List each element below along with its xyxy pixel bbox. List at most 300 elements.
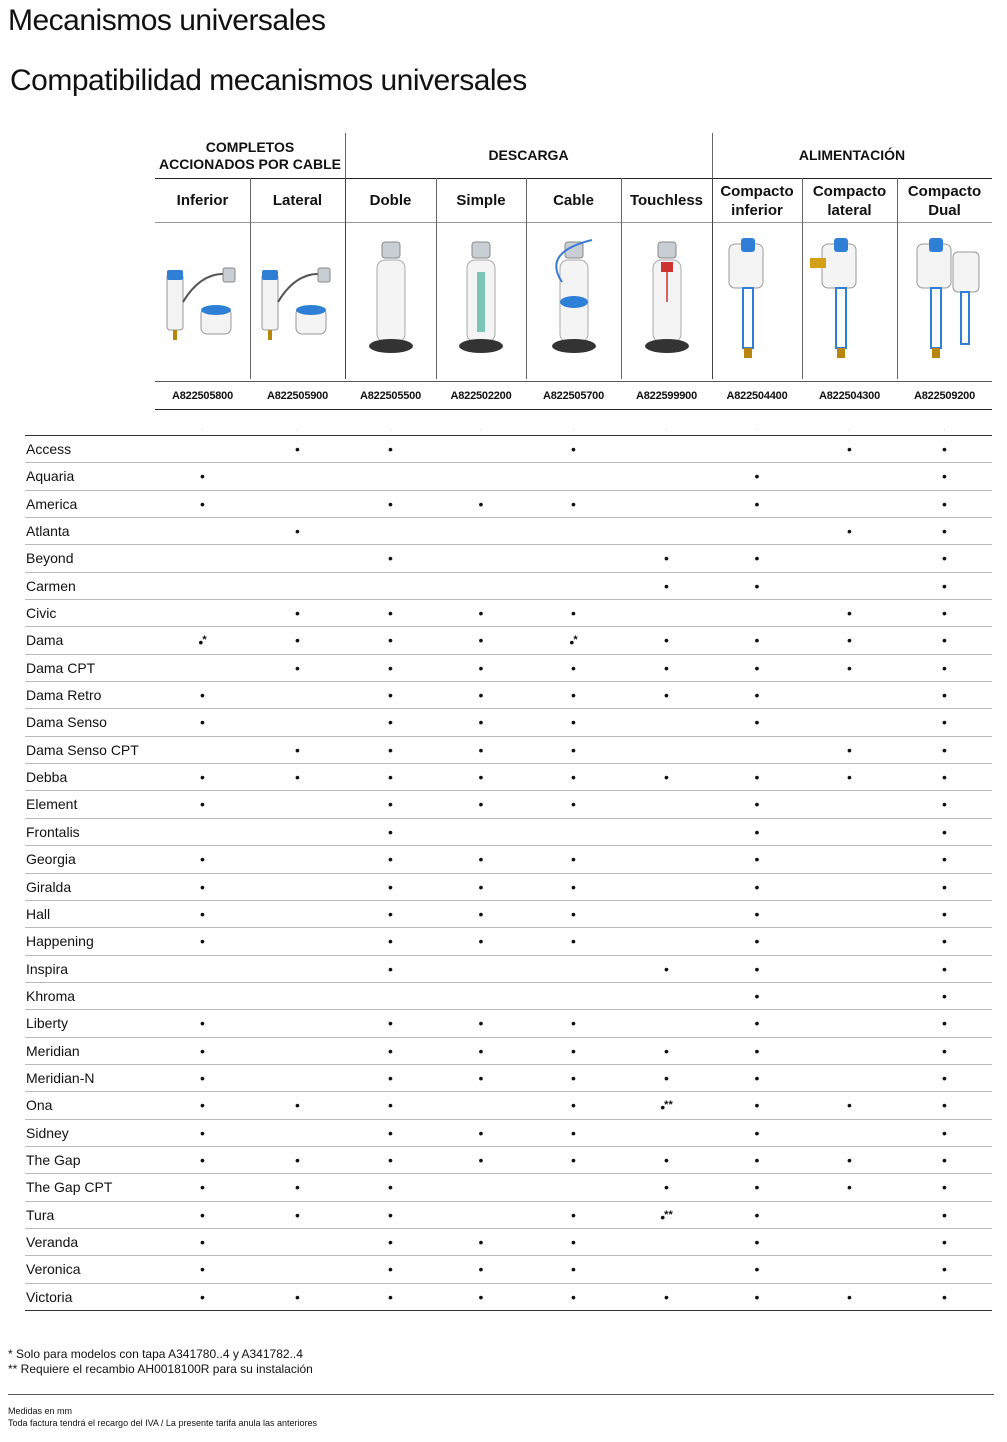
column-divider	[526, 178, 527, 379]
compatibility-dot: •	[388, 1261, 393, 1278]
compatibility-dot: •	[388, 441, 393, 457]
product-code: A822504400	[726, 389, 788, 402]
compatibility-dot: •	[571, 878, 576, 895]
compatibility-dot: •	[478, 769, 484, 786]
compatibility-dot: •	[478, 878, 484, 895]
group-divider-lower	[712, 178, 713, 379]
row-model-name: Inspira	[26, 960, 69, 977]
row-model-name: Atlanta	[26, 523, 70, 540]
compatibility-dot: •	[200, 1179, 205, 1196]
group-header-0: COMPLETOS ACCIONADOS POR CABLE	[158, 138, 341, 172]
compatibility-dot: •	[754, 1097, 760, 1114]
compatibility-dot: •	[388, 659, 393, 676]
compatibility-dot: •	[754, 687, 760, 704]
compatibility-dot: •	[754, 905, 760, 922]
table-row	[25, 1229, 992, 1256]
row-model-name: Beyond	[26, 550, 74, 567]
compact-lateral-fill-valve-image	[802, 223, 897, 381]
compatibility-dot: •**	[660, 1208, 673, 1225]
product-code-row	[155, 382, 992, 410]
compatibility-dot: •	[942, 741, 947, 758]
tick-mark: ·	[389, 427, 392, 433]
compatibility-dot: •	[942, 468, 947, 485]
compatibility-dot: •	[200, 1124, 205, 1141]
table-row	[25, 791, 992, 818]
compatibility-dot: •	[388, 741, 393, 758]
compatibility-dot: •	[478, 1151, 484, 1168]
compatibility-dot: •	[200, 1097, 205, 1114]
compatibility-dot: •	[388, 1179, 393, 1196]
touchless-flush-valve-image	[621, 223, 712, 381]
row-model-name: Meridian	[26, 1042, 80, 1059]
compatibility-dot: •	[664, 1179, 669, 1196]
compatibility-dot: •	[664, 1288, 669, 1305]
table-row	[25, 901, 992, 928]
group-divider	[345, 133, 346, 178]
tick-mark: ·	[665, 427, 668, 433]
compatibility-dot: •	[478, 1069, 484, 1086]
compatibility-dot: •	[571, 1124, 576, 1141]
compatibility-dot: •	[847, 769, 852, 786]
compatibility-dot: •	[754, 796, 760, 813]
tick-mark: ·	[943, 427, 946, 433]
compatibility-dot: •	[388, 1151, 393, 1168]
compatibility-dot: •	[295, 441, 300, 457]
compatibility-dot: •	[754, 769, 760, 786]
tick-mark: ·	[848, 427, 851, 433]
compatibility-dot: •	[200, 1233, 205, 1250]
compatibility-dot: •	[942, 659, 947, 676]
row-model-name: Meridian-N	[26, 1069, 95, 1086]
table-row	[25, 983, 992, 1010]
compatibility-dot: •	[388, 1069, 393, 1086]
compatibility-dot: •	[388, 550, 393, 567]
product-code: A822505500	[359, 389, 421, 402]
table-row	[25, 1284, 992, 1311]
compatibility-dot: •	[571, 441, 576, 457]
table-row	[25, 1174, 992, 1201]
footnotes	[8, 1347, 313, 1377]
product-image-row	[155, 223, 992, 382]
compatibility-dot: •	[478, 1124, 484, 1141]
compatibility-dot: •	[942, 769, 947, 786]
compatibility-dot: •	[942, 878, 947, 895]
table-row	[25, 682, 992, 709]
compatibility-dot: •	[571, 933, 576, 950]
compatibility-dot: •	[571, 796, 576, 813]
compatibility-dot: •	[571, 659, 576, 676]
table-row	[25, 627, 992, 654]
table-row	[25, 846, 992, 873]
column-header-doble: Doble	[369, 192, 412, 209]
footnote-double-star: ** Requiere el recambio AH0018100R para su instalación	[8, 1362, 313, 1376]
compatibility-dot: •	[664, 632, 669, 649]
row-model-name: Sidney	[26, 1124, 69, 1141]
compatibility-dot: •	[754, 632, 760, 649]
compatibility-dot: •	[571, 1015, 576, 1032]
compatibility-dot: •	[200, 1069, 205, 1086]
row-model-name: Dama Senso	[26, 714, 107, 731]
compatibility-dot: •	[942, 1206, 947, 1223]
compatibility-dot: •	[942, 495, 947, 512]
compatibility-dot: •	[388, 1042, 393, 1059]
tick-mark: ·	[296, 427, 299, 433]
column-header-inferior: Inferior	[176, 192, 229, 209]
compatibility-dot: •	[295, 523, 300, 540]
footer-tax-note: Toda factura tendrá el recargo del IVA / La presente tarifa anula las anteriores	[8, 1418, 318, 1428]
compatibility-dot: •	[200, 1261, 205, 1278]
table-row	[25, 874, 992, 901]
row-model-name: Dama Senso CPT	[26, 741, 139, 758]
row-model-name: Debba	[26, 769, 68, 786]
row-model-name: Tura	[26, 1206, 55, 1223]
row-model-name: Frontalis	[26, 823, 80, 840]
compatibility-dot: •	[295, 605, 300, 622]
row-model-name: Access	[26, 441, 72, 457]
compatibility-dot: •	[942, 441, 947, 457]
row-model-name: Ona	[26, 1097, 53, 1114]
compatibility-dot: •	[388, 1288, 393, 1305]
compatibility-dot: •	[571, 714, 576, 731]
compatibility-dot: •	[754, 1042, 760, 1059]
compatibility-dot: •	[754, 933, 760, 950]
compatibility-dot: •*	[198, 634, 207, 651]
table-row	[25, 600, 992, 627]
compatibility-dot: •	[388, 851, 393, 868]
row-model-name: The Gap CPT	[26, 1179, 113, 1196]
compatibility-dot: •	[847, 632, 852, 649]
compatibility-dot: •	[295, 659, 300, 676]
compatibility-dot: •	[664, 1069, 669, 1086]
row-model-name: Aquaria	[26, 468, 75, 485]
compatibility-dot: •	[200, 933, 205, 950]
group-header-2: ALIMENTACIÓN	[798, 147, 906, 163]
column-divider	[897, 178, 898, 379]
product-code: A822505700	[542, 389, 604, 402]
compatibility-dot: •	[295, 1151, 300, 1168]
compatibility-dot: •	[571, 1042, 576, 1059]
compatibility-dot: •	[478, 851, 484, 868]
column-divider	[436, 178, 437, 379]
compatibility-dot: •	[942, 1233, 947, 1250]
compatibility-dot: •	[942, 632, 947, 649]
compatibility-dot: •	[295, 1179, 300, 1196]
row-model-name: Giralda	[26, 878, 72, 895]
compatibility-dot: •	[478, 741, 484, 758]
compact-dual-fill-valve-image	[897, 223, 992, 381]
table-row	[25, 1092, 992, 1119]
product-code: A822509200	[913, 389, 975, 402]
compatibility-dot: •	[847, 1179, 852, 1196]
compatibility-dot: •	[847, 605, 852, 622]
compatibility-dot: •**	[660, 1099, 673, 1116]
product-code: A822505900	[266, 389, 328, 402]
table-row	[25, 436, 992, 463]
column-header-compacto-inferior: Compacto inferior	[720, 182, 794, 219]
group-divider-lower	[345, 178, 346, 379]
compatibility-dot: •	[200, 495, 205, 512]
column-header-row	[155, 179, 992, 223]
table-row	[25, 1010, 992, 1037]
compatibility-dot: •	[571, 1097, 576, 1114]
compatibility-dot: •	[664, 1151, 669, 1168]
compatibility-dot: •	[942, 523, 947, 540]
table-row	[25, 545, 992, 572]
compatibility-dot: •	[754, 1206, 760, 1223]
compatibility-dot: •	[847, 659, 852, 676]
compatibility-dot: •	[847, 741, 852, 758]
compatibility-dot: •	[478, 933, 484, 950]
compatibility-dot: •	[388, 878, 393, 895]
compatibility-dot: •	[478, 659, 484, 676]
compatibility-dot: •	[754, 577, 760, 594]
compatibility-dot: •	[200, 878, 205, 895]
product-code: A822505800	[171, 389, 233, 402]
compatibility-dot: •	[388, 605, 393, 622]
column-header-compacto-lateral: Compacto lateral	[812, 182, 887, 219]
compatibility-dot: •	[388, 632, 393, 649]
row-model-name: Happening	[26, 933, 94, 950]
compatibility-dot: •	[571, 1069, 576, 1086]
compatibility-dot: •	[200, 1288, 205, 1305]
compatibility-dot: •	[388, 687, 393, 704]
column-divider	[250, 178, 251, 379]
compatibility-dot: •	[571, 851, 576, 868]
compatibility-dot: •	[200, 687, 205, 704]
row-model-name: Liberty	[26, 1015, 69, 1032]
compatibility-dot: •	[571, 605, 576, 622]
compatibility-dot: •	[847, 1288, 852, 1305]
compatibility-dot: •	[942, 796, 947, 813]
table-row	[25, 1202, 992, 1229]
table-row	[25, 764, 992, 791]
compatibility-dot: •	[200, 1042, 205, 1059]
compatibility-dot: •	[571, 1233, 576, 1250]
compatibility-dot: •	[664, 577, 669, 594]
section-title: Compatibilidad mecanismos universales	[10, 64, 527, 97]
compatibility-dot: •	[295, 632, 300, 649]
compatibility-dot: •	[942, 1097, 947, 1114]
footer-measures-note: Medidas en mm	[8, 1406, 73, 1416]
compatibility-dot: •	[478, 632, 484, 649]
compatibility-dot: •	[754, 987, 760, 1004]
compatibility-dot: •	[754, 1179, 760, 1196]
compatibility-dot: •	[200, 796, 205, 813]
compact-inferior-fill-valve-image	[712, 223, 802, 381]
compatibility-dot: •	[664, 550, 669, 567]
column-header-lateral: Lateral	[272, 192, 323, 209]
product-code: A822502200	[450, 389, 512, 402]
tick-mark: ·	[480, 427, 482, 433]
compatibility-dot: •	[200, 1015, 205, 1032]
compatibility-dot: •	[664, 769, 669, 786]
tick-mark: ·	[756, 427, 758, 433]
compatibility-dot: •	[388, 1124, 393, 1141]
column-header-cable: Cable	[553, 192, 594, 209]
compatibility-dot: •	[942, 960, 947, 977]
compatibility-dot: •	[942, 905, 947, 922]
compatibility-dot: •	[571, 1288, 576, 1305]
table-row	[25, 956, 992, 983]
compatibility-dot: •	[942, 851, 947, 868]
row-model-name: Dama Retro	[26, 687, 102, 704]
column-header-compacto-dual: Compacto Dual	[907, 182, 982, 219]
row-model-name: Dama CPT	[26, 659, 96, 676]
compatibility-dot: •	[200, 905, 205, 922]
compatibility-dot: •	[478, 1015, 484, 1032]
compatibility-dot: •	[388, 1233, 393, 1250]
table-row	[25, 709, 992, 736]
compatibility-dot: •	[478, 1261, 484, 1278]
row-model-name: Carmen	[26, 577, 76, 594]
compatibility-table-header	[155, 133, 992, 410]
dual-flush-valve-image	[345, 223, 436, 381]
compatibility-dot: •	[388, 769, 393, 786]
row-model-name: Dama	[26, 632, 64, 649]
compatibility-dot: •	[754, 659, 760, 676]
compatibility-dot: •	[478, 714, 484, 731]
compatibility-dot: •	[478, 1288, 484, 1305]
compatibility-dot: •	[478, 605, 484, 622]
compatibility-dot: •	[754, 1069, 760, 1086]
complete-cable-lateral-mechanism-image	[250, 223, 345, 381]
compatibility-dot: •	[388, 823, 393, 840]
column-divider	[621, 178, 622, 379]
compatibility-dot: •	[847, 1097, 852, 1114]
footer	[8, 1405, 317, 1429]
compatibility-dot: •	[942, 1179, 947, 1196]
table-row	[25, 491, 992, 518]
row-model-name: Element	[26, 796, 78, 813]
compatibility-dot: •	[754, 495, 760, 512]
compatibility-dot: •	[754, 1015, 760, 1032]
compatibility-dot: •	[942, 823, 947, 840]
compatibility-dot: •	[664, 659, 669, 676]
compatibility-dot: •	[754, 1233, 760, 1250]
table-row	[25, 819, 992, 846]
compatibility-dot: •	[942, 1015, 947, 1032]
table-row	[25, 928, 992, 955]
page-title: Mecanismos universales	[8, 4, 326, 37]
compatibility-dot: •	[754, 878, 760, 895]
table-row	[25, 655, 992, 682]
compatibility-dot: •	[847, 1151, 852, 1168]
compatibility-dot: •	[754, 960, 760, 977]
row-model-name: Hall	[26, 905, 51, 922]
row-model-name: The Gap	[26, 1151, 81, 1168]
row-model-name: America	[26, 495, 78, 512]
row-model-name: Veronica	[26, 1261, 81, 1278]
tick-row	[25, 426, 992, 436]
compatibility-dot: •	[664, 960, 669, 977]
compatibility-dot: •	[942, 1124, 947, 1141]
footer-divider	[8, 1394, 994, 1395]
compatibility-dot: •	[571, 769, 576, 786]
row-model-name: Civic	[26, 605, 57, 622]
table-row	[25, 1147, 992, 1174]
table-row	[25, 463, 992, 490]
compatibility-dot: •	[754, 1124, 760, 1141]
group-header-row	[155, 133, 992, 179]
compatibility-dot: •	[388, 796, 393, 813]
compatibility-dot: •	[295, 741, 300, 758]
compatibility-dot: •	[478, 1042, 484, 1059]
row-model-name: Victoria	[26, 1288, 73, 1305]
table-row	[25, 1120, 992, 1147]
tick-mark: ·	[572, 427, 575, 433]
complete-cable-inferior-mechanism-image	[155, 223, 250, 381]
compatibility-dot: •	[200, 468, 205, 485]
compatibility-dot: •	[571, 1151, 576, 1168]
compatibility-dot: •	[295, 1097, 300, 1114]
compatibility-dot: •	[847, 523, 852, 540]
table-row	[25, 1256, 992, 1283]
footnote-single-star: * Solo para modelos con tapa A341780..4 y A341782..4	[8, 1347, 303, 1361]
compatibility-dot: •	[200, 714, 205, 731]
tick-mark: ·	[201, 427, 204, 433]
compatibility-dot: •	[388, 714, 393, 731]
compatibility-dot: •	[942, 1069, 947, 1086]
compatibility-dot: •	[388, 960, 393, 977]
compatibility-dot: •	[754, 851, 760, 868]
compatibility-dot: •	[942, 1042, 947, 1059]
compatibility-dot: •	[754, 1151, 760, 1168]
compatibility-dot: •	[942, 550, 947, 567]
column-header-simple: Simple	[456, 192, 506, 209]
compatibility-dot: •	[754, 468, 760, 485]
compatibility-dot: •	[295, 1206, 300, 1223]
row-model-name: Khroma	[26, 987, 76, 1004]
compatibility-dot: •	[478, 495, 484, 512]
compatibility-dot: •	[388, 1015, 393, 1032]
compatibility-dot: •	[942, 1288, 947, 1305]
compatibility-dot: •	[478, 687, 484, 704]
compatibility-dot: •	[571, 1261, 576, 1278]
compatibility-dot: •	[200, 1151, 205, 1168]
table-row	[25, 737, 992, 764]
compatibility-dot: •	[942, 1151, 947, 1168]
cable-flush-valve-image	[526, 223, 621, 381]
compatibility-dot: •	[571, 1206, 576, 1223]
product-code: A822599900	[635, 389, 697, 402]
compatibility-dot: •	[478, 905, 484, 922]
compatibility-dot: •	[942, 577, 947, 594]
compatibility-dot: •	[200, 851, 205, 868]
compatibility-dot: •	[754, 823, 760, 840]
compatibility-dot: •	[388, 905, 393, 922]
compatibility-dot: •	[942, 933, 947, 950]
table-row	[25, 518, 992, 545]
compatibility-dot: •	[754, 1288, 760, 1305]
table-row	[25, 1065, 992, 1092]
table-row	[25, 1038, 992, 1065]
compatibility-dot: •	[942, 714, 947, 731]
compatibility-dot: •	[942, 605, 947, 622]
compatibility-dot: •	[388, 933, 393, 950]
group-divider	[712, 133, 713, 178]
row-model-name: Georgia	[26, 851, 76, 868]
compatibility-dot: •	[754, 1261, 760, 1278]
row-model-name: Veranda	[26, 1233, 79, 1250]
compatibility-dot: •	[388, 1206, 393, 1223]
column-header-touchless: Touchless	[629, 192, 704, 209]
product-code: A822504300	[818, 389, 880, 402]
compatibility-table-body	[25, 426, 992, 1311]
compatibility-dot: •*	[569, 634, 578, 651]
single-flush-valve-image	[436, 223, 526, 381]
compatibility-dot: •	[200, 1206, 205, 1223]
compatibility-dot: •	[295, 769, 300, 786]
